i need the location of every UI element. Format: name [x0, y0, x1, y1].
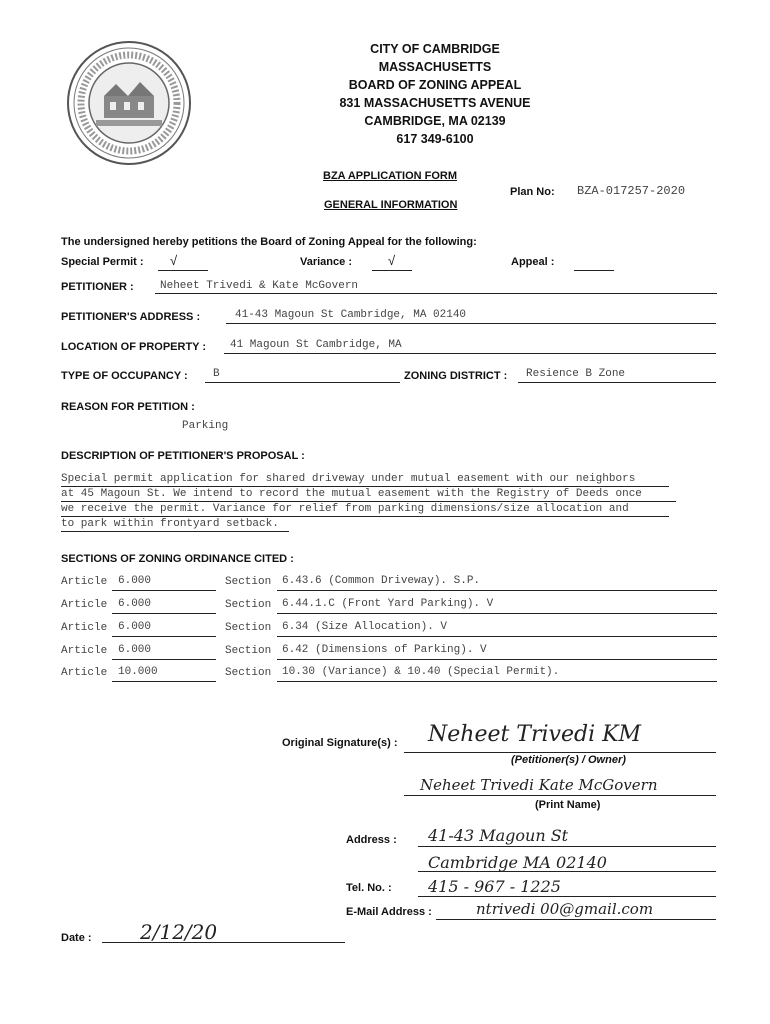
form-title: BZA APPLICATION FORM	[323, 170, 458, 182]
article-label: Article	[61, 645, 108, 657]
special-permit-check: √	[170, 253, 178, 268]
reason-value: Parking	[182, 420, 229, 432]
handwritten-signatures: Neheet Trivedi KM	[428, 722, 642, 747]
header-line: MASSACHUSETTS	[378, 60, 492, 74]
section-label: Section	[225, 599, 272, 611]
special-permit-label: Special Permit :	[61, 256, 144, 268]
section-value: 6.43.6 (Common Driveway). S.P.	[282, 575, 481, 587]
article-value: 6.000	[118, 644, 152, 656]
section-value: 6.34 (Size Allocation). V	[282, 621, 448, 633]
appeal-label: Appeal :	[511, 256, 555, 268]
plan-label: Plan No:	[510, 186, 555, 198]
section-label: Section	[225, 645, 272, 657]
date-label: Date :	[61, 932, 92, 944]
plan-number: BZA-017257-2020	[577, 184, 686, 198]
address-label: Address :	[346, 834, 397, 846]
petitioner-address-value: 41-43 Magoun St Cambridge, MA 02140	[235, 309, 467, 321]
article-value: 6.000	[118, 621, 152, 633]
email-value: ntrivedi 00@gmail.com	[476, 900, 654, 918]
tel-label: Tel. No. :	[346, 882, 392, 894]
print-name-label: (Print Name)	[535, 799, 601, 811]
zoning-district-label: ZONING DISTRICT :	[404, 370, 508, 382]
description-line: we receive the permit. Variance for relief from parking dimensions/size allocation and	[61, 503, 629, 515]
date-value: 2/12/20	[140, 920, 218, 944]
header-line: 831 MASSACHUSETTS AVENUE	[339, 96, 531, 110]
section-value: 10.30 (Variance) & 10.40 (Special Permit).	[282, 666, 560, 678]
variance-label: Variance :	[300, 256, 352, 268]
address-line-2: Cambridge MA 02140	[428, 853, 607, 872]
section-label: Section	[225, 576, 272, 588]
petitioner-label: PETITIONER :	[61, 281, 134, 293]
header-line: 617 349-6100	[396, 132, 474, 146]
section-title: GENERAL INFORMATION	[324, 199, 458, 211]
zoning-district-value: Resience B Zone	[526, 368, 626, 380]
reason-label: REASON FOR PETITION :	[61, 401, 195, 413]
intro-text: The undersigned hereby petitions the Board of Zoning Appeal for the following:	[61, 236, 477, 248]
article-value: 6.000	[118, 575, 152, 587]
article-label: Article	[61, 622, 108, 634]
article-label: Article	[61, 576, 108, 588]
signature-label: Original Signature(s) :	[282, 737, 398, 749]
location-label: LOCATION OF PROPERTY :	[61, 341, 207, 353]
section-label: Section	[225, 622, 272, 634]
description-line: Special permit application for shared driveway under mutual easement with our neighbors	[61, 473, 636, 485]
article-value: 10.000	[118, 666, 158, 678]
variance-check: √	[388, 253, 396, 268]
header-line: CAMBRIDGE, MA 02139	[364, 114, 506, 128]
header-line: CITY OF CAMBRIDGE	[370, 42, 500, 56]
section-value: 6.44.1.C (Front Yard Parking). V	[282, 598, 494, 610]
tel-value: 415 - 967 - 1225	[428, 877, 561, 896]
occupancy-value: B	[213, 368, 220, 380]
header-line: BOARD OF ZONING APPEAL	[348, 78, 522, 92]
location-value: 41 Magoun St Cambridge, MA	[230, 339, 402, 351]
email-label: E-Mail Address :	[346, 906, 432, 918]
signature-sublabel: (Petitioner(s) / Owner)	[511, 754, 626, 766]
print-name-value: Neheet Trivedi Kate McGovern	[420, 776, 658, 794]
description-label: DESCRIPTION OF PETITIONER'S PROPOSAL :	[61, 450, 305, 462]
occupancy-label: TYPE OF OCCUPANCY :	[61, 370, 188, 382]
address-line-1: 41-43 Magoun St	[428, 826, 569, 845]
article-value: 6.000	[118, 598, 152, 610]
petitioner-address-label: PETITIONER'S ADDRESS :	[61, 311, 201, 323]
sections-label: SECTIONS OF ZONING ORDINANCE CITED :	[61, 553, 294, 565]
description-line: to park within frontyard setback.	[61, 518, 279, 530]
agency-header	[300, 40, 570, 148]
city-seal-icon	[66, 40, 192, 166]
section-label: Section	[225, 667, 272, 679]
description-line: at 45 Magoun St. We intend to record the mutual easement with the Registry of Deeds once	[61, 488, 642, 500]
article-label: Article	[61, 599, 108, 611]
petitioner-value: Neheet Trivedi & Kate McGovern	[160, 280, 359, 292]
article-label: Article	[61, 667, 108, 679]
section-value: 6.42 (Dimensions of Parking). V	[282, 644, 487, 656]
